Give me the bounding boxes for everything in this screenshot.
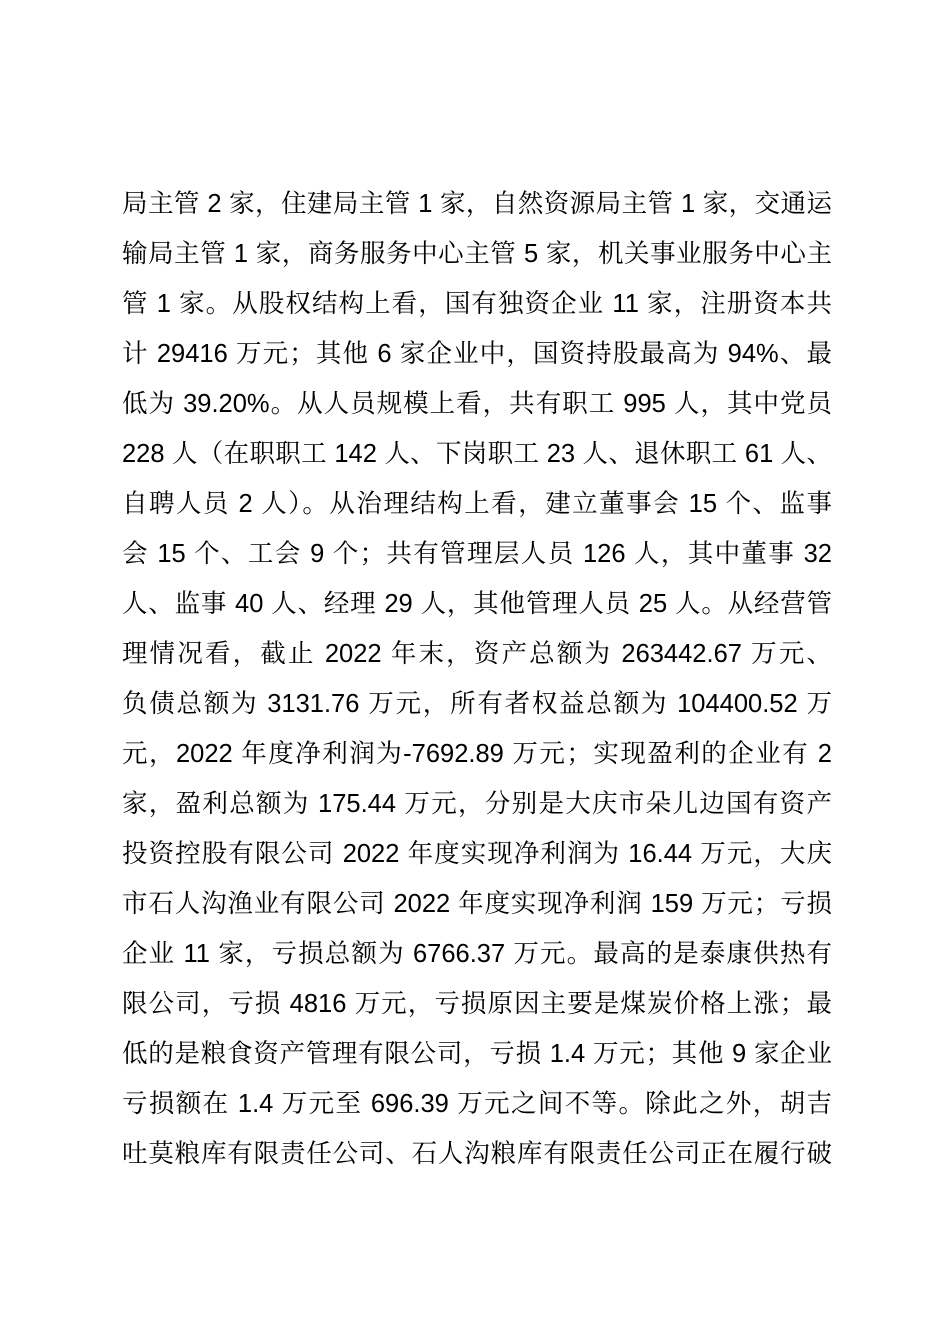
text-line: 元，2022 年度净利润为-7692.89 万元；实现盈利的企业有 2: [122, 740, 832, 768]
text-line: 人、监事 40 人、经理 29 人，其他管理人员 25 人。从经营管: [122, 590, 832, 618]
text-line: 计 29416 万元；其他 6 家企业中，国资持股最高为 94%、最: [122, 340, 832, 368]
text-line: 228 人（在职职工 142 人、下岗职工 23 人、退休职工 61 人、: [122, 440, 832, 468]
text-line: 企业 11 家，亏损总额为 6766.37 万元。最高的是泰康供热有: [122, 940, 832, 968]
text-line: 输局主管 1 家，商务服务中心主管 5 家，机关事业服务中心主: [122, 240, 832, 268]
text-line: 理情况看，截止 2022 年末，资产总额为 263442.67 万元、: [122, 640, 832, 668]
text-line: 市石人沟渔业有限公司 2022 年度实现净利润 159 万元；亏损: [122, 890, 832, 918]
text-line: 限公司，亏损 4816 万元，亏损原因主要是煤炭价格上涨；最: [122, 990, 832, 1018]
text-line: 投资控股有限公司 2022 年度实现净利润为 16.44 万元，大庆: [122, 840, 832, 868]
text-line: 自聘人员 2 人）。从治理结构上看，建立董事会 15 个、监事: [122, 490, 832, 518]
text-line: 家，盈利总额为 175.44 万元，分别是大庆市朵儿边国有资产: [122, 790, 832, 818]
text-line: 管 1 家。从股权结构上看，国有独资企业 11 家，注册资本共: [122, 290, 832, 318]
text-line: 会 15 个、工会 9 个；共有管理层人员 126 人，其中董事 32: [122, 540, 832, 568]
text-line: 低的是粮食资产管理有限公司，亏损 1.4 万元；其他 9 家企业: [122, 1040, 832, 1068]
text-line: 局主管 2 家，住建局主管 1 家，自然资源局主管 1 家，交通运: [122, 190, 832, 218]
document-body-paragraph: [122, 179, 832, 1179]
text-line: 亏损额在 1.4 万元至 696.39 万元之间不等。除此之外，胡吉: [122, 1090, 832, 1118]
text-line: 负债总额为 3131.76 万元，所有者权益总额为 104400.52 万: [122, 690, 832, 718]
text-line: 低为 39.20%。从人员规模上看，共有职工 995 人，其中党员: [122, 390, 832, 418]
text-line: 吐莫粮库有限责任公司、石人沟粮库有限责任公司正在履行破: [122, 1140, 832, 1168]
